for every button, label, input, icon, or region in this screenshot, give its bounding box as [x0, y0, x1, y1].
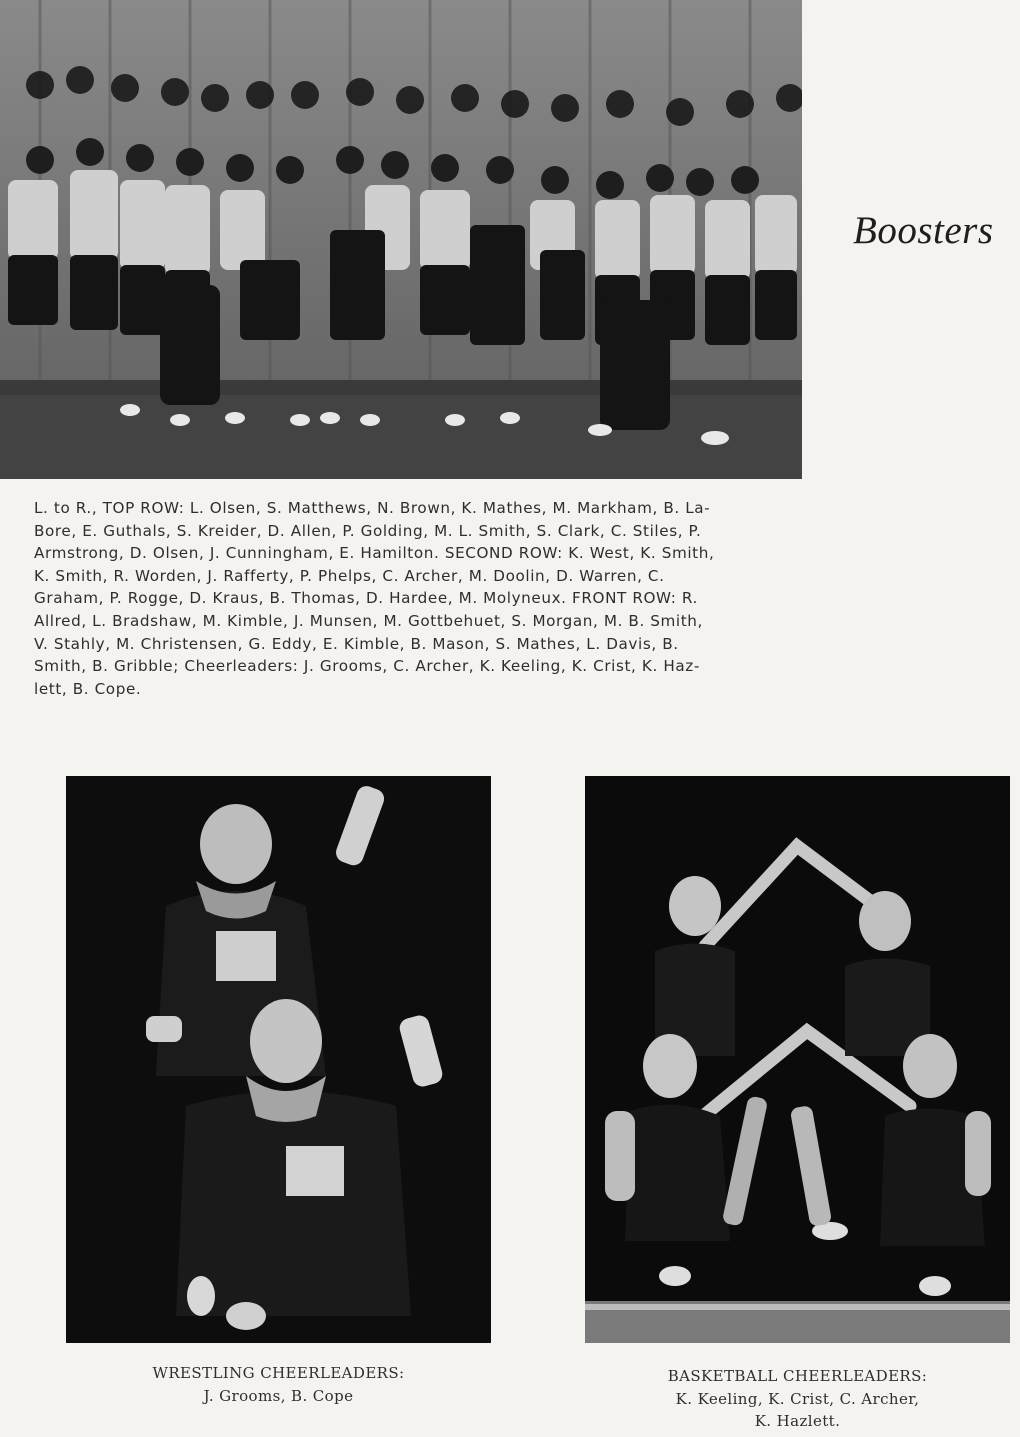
- caption-line: Bore, E. Guthals, S. Kreider, D. Allen, P. Golding, M. L. Smith, S. Clark, C. Stiles, P.: [34, 521, 702, 540]
- caption-line: L. to R., TOP ROW: L. Olsen, S. Matthews, N. Brown, K. Mathes, M. Markham, B. La-: [34, 499, 711, 517]
- group-photo-image: [0, 0, 802, 479]
- caption-heading: WRESTLING CHEERLEADERS:: [152, 1364, 405, 1382]
- caption-names: K. Hazlett.: [754, 1412, 841, 1430]
- group-photo: [0, 0, 802, 479]
- basketball-photo-image: [585, 776, 1010, 1343]
- page-title: Boosters: [853, 209, 994, 252]
- caption-line: Smith, B. Gribble; Cheerleaders: J. Grooms, C. Archer, K. Keeling, K. Crist, K. Haz-: [34, 657, 700, 676]
- wrestling-photo-image: [66, 776, 491, 1343]
- caption-line: lett, B. Cope.: [34, 679, 142, 698]
- wrestling-cheerleaders-photo: [66, 776, 491, 1343]
- caption-line: Armstrong, D. Olsen, J. Cunningham, E. Hamilton. SECOND ROW: K. West, K. Smith,: [34, 544, 715, 563]
- basketball-caption: [585, 1365, 1010, 1433]
- basketball-cheerleaders-photo: [585, 776, 1010, 1343]
- group-photo-caption: [34, 497, 794, 700]
- caption-line: K. Smith, R. Worden, J. Rafferty, P. Phelps, C. Archer, M. Doolin, D. Warren, C.: [34, 566, 665, 585]
- caption-line: Allred, L. Bradshaw, M. Kimble, J. Munsen, M. Gottbehuet, S. Morgan, M. B. Smith,: [34, 611, 703, 630]
- caption-names: K. Keeling, K. Crist, C. Archer,: [675, 1389, 920, 1408]
- caption-heading: BASKETBALL CHEERLEADERS:: [667, 1367, 928, 1385]
- caption-line: Graham, P. Rogge, D. Kraus, B. Thomas, D. Hardee, M. Molyneux. FRONT ROW: R.: [34, 589, 698, 608]
- caption-names: J. Grooms, B. Cope: [203, 1386, 354, 1405]
- wrestling-caption: [66, 1362, 491, 1407]
- caption-line: V. Stahly, M. Christensen, G. Eddy, E. Kimble, B. Mason, S. Mathes, L. Davis, B.: [34, 634, 679, 653]
